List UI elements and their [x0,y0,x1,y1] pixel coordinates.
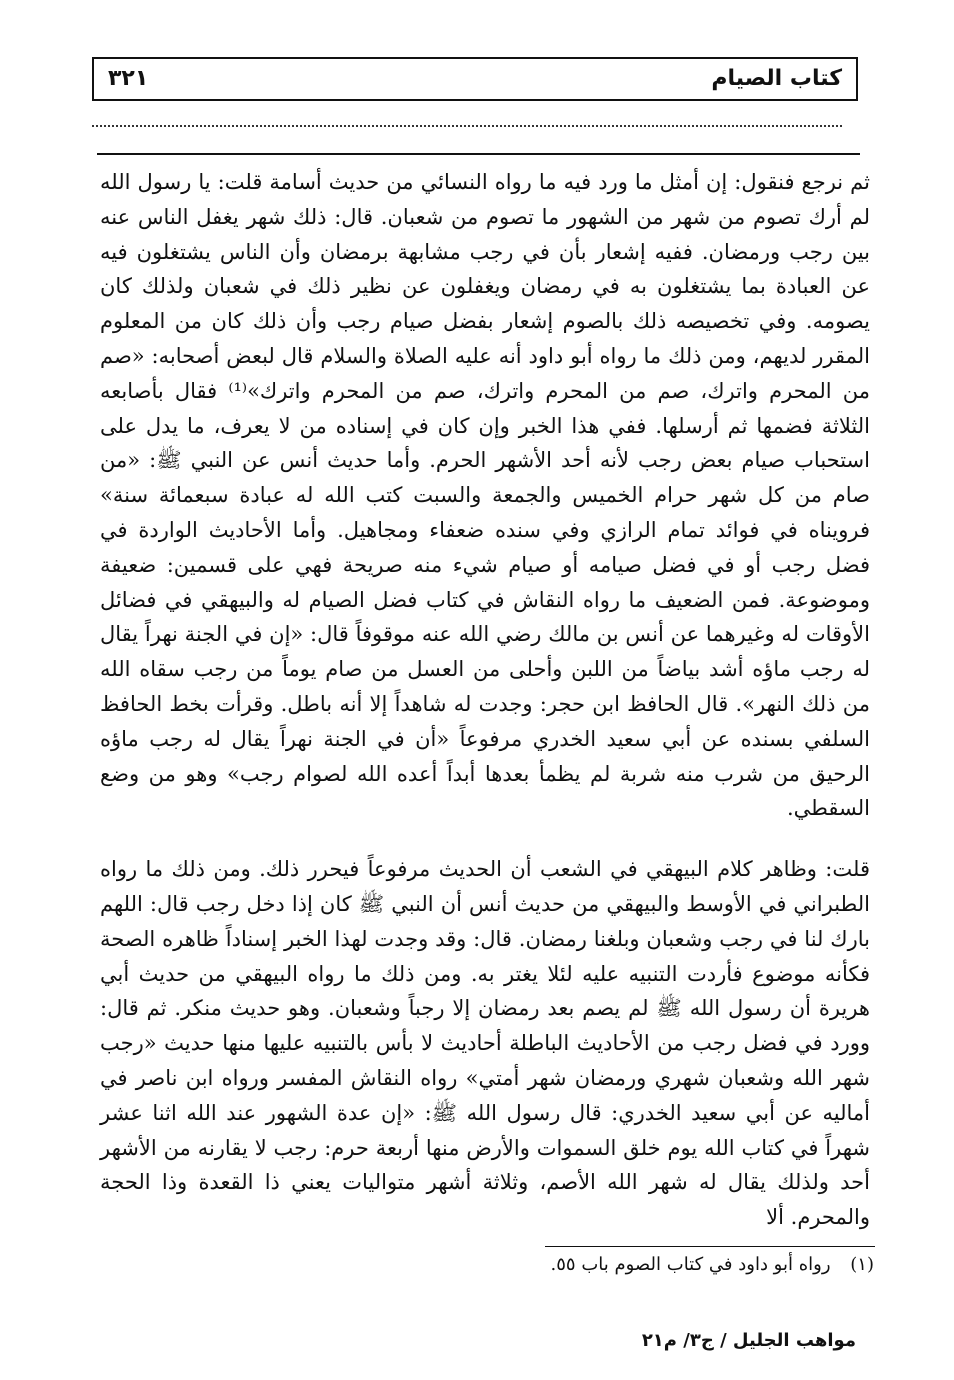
running-header [92,57,858,101]
paragraph-1: ثم نرجع فنقول: إن أمثل ما ورد فيه ما رواه النسائي من حديث أسامة قلت: يا رسول الله لم أرك تصوم من شهر من الشهور ما تصوم من شعبان. قال: ذلك شهر يغفل الناس عنه بين رجب ورمضان. ففيه إشعار بأن في رجب مشابهة برمضان وأن الناس يشتغلون فيه عن العبادة بما يشتغلون به في رمضان ويغفلون عن نظير ذلك في شعبان ولذلك كان يصومه. وفي تخصيصه ذلك بالصوم إشعار بفضل صيام رجب وأن ذلك كان من المعلوم المقرر لديهم، ومن ذلك ما رواه أبو داود أنه عليه الصلاة والسلام قال لبعض أصحابه: «صم من المحرم واترك، صم من المحرم واترك، صم من المحرم واترك»⁽¹⁾ فقال بأصابعه الثلاثة فضمها ثم أرسلها. ففي هذا الخبر وإن كان في إسناده من لا يعرف، ما يدل على استحباب صيام بعض رجب لأنه أحد الأشهر الحرم. وأما حديث أنس عن النبي ﷺ: «من صام من كل شهر حرام الخميس والجمعة والسبت كتب الله له عبادة سبعمائة سنة» فرويناه في فوائد تمام الرازي وفي سنده ضعفاء ومجاهيل. وأما الأحاديث الواردة في فضل رجب أو في فضل صيامه أو صيام شيء منه صريحة فهي على قسمين: ضعيفة وموضوعة. فمن الضعيف ما رواه النقاش في كتاب فضل الصيام له والبيهقي في فضائل الأوقات له وغيرهما عن أنس بن مالك رضي الله عنه موقوفاً قال: «إن في الجنة نهراً يقال له رجب ماؤه أشد بياضاً من اللبن وأحلى من العسل من صام يوماً من رجب سقاه الله من ذلك النهر». قال الحافظ ابن حجر: وجدت له شاهداً إلا أنه باطل. وقرأت بخط الحافظ السلفي بسنده عن أبي سعيد الخدري مرفوعاً «أن في الجنة نهراً يقال له رجب ماؤه الرحيق من شرب منه شربة لم يظمأ بعدها أبداً أعده الله لصوام رجب» وهو من وضع السقطي. [100,170,870,821]
main-text [100,165,870,1235]
top-rule [97,153,860,155]
paragraph-2: قلت: وظاهر كلام البيهقي في الشعب أن الحديث مرفوعاً فيحرر ذلك. ومن ذلك ما رواه الطبراني في الأوسط والبيهقي من حديث أنس أن النبي ﷺ كان إذا دخل رجب قال: اللهم بارك لنا في رجب وشعبان وبلغنا رمضان. قال: وقد وجدت لهذا الخبر إسناداً ظاهره الصحة فكأنه موضوع فأردت التنبيه عليه لئلا يغتر به. ومن ذلك ما رواه البيهقي من حديث أبي هريرة أن رسول الله ﷺ لم يصم بعد رمضان إلا رجباً وشعبان. وهو حديث منكر. ثم قال: وورد في فضل رجب من الأحاديث الباطلة أحاديث لا بأس بالتنبيه عليها منها حديث «رجب شهر الله وشعبان شهري ورمضان شهر أمتي» رواه النقاش المفسر ورواه ابن ناصر في أماليه عن أبي سعيد الخدري: قال رسول الله ﷺ: «إن عدة الشهور عند الله اثنا عشر شهراً في كتاب الله يوم خلق السموات والأرض منها أربعة حرم: رجب لا يقارنه من الأشهر أحد ولذلك يقال له شهر الله الأصم، وثلاثة أشهر متواليات يعني ذا القعدة وذا الحجة والمحرم. ألا [100,857,870,1230]
dotted-separator [92,125,842,127]
footnote [174,1252,874,1278]
page-number: ٣٢١ [108,66,149,91]
footnote-rule [545,1246,875,1247]
footnote-text: رواه أبو داود في كتاب الصوم باب ٥٥. [550,1254,831,1275]
signature-mark: مواهب الجليل / ج٣/ م٢١ [641,1330,856,1351]
footnote-marker: (١) [850,1254,874,1275]
chapter-title: كتاب الصيام [711,66,842,91]
